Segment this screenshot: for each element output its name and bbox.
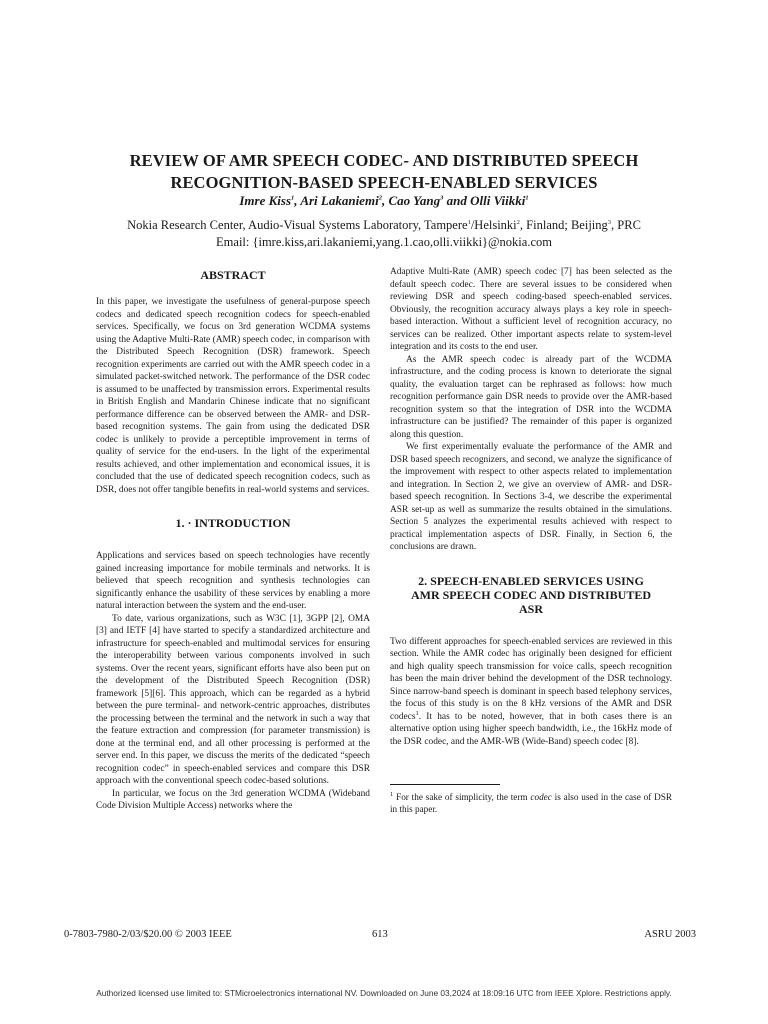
- author-separator: ,: [381, 193, 389, 208]
- abstract-text: In this paper, we investigate the usefulness of general-purpose speech codecs and dedicated speech recognition codecs for speech-enabled services. Specifically, we focus on 3rd generation WCDMA systems using the Adaptive Multi-Rate (AMR) speech codec, in comparison with the Distributed Speech Recognition (DSR) framework. Speech recognition experiments are carried out with the AMR speech codec in a simulated packet-switched network. The performance of the DSR codec is assumed to be unaffected by transmission errors. Experimental results in British English and Mandarin Chinese indicate that no significant performance difference can be observed between the AMR- and DSR-based recognition systems. The gain from using the dedicated DSR codec is unlikely to provide a perceptible improvement in terms of quality of service for the end-users. In the light of the experimental results achieved, and other implementation and economical issues, it is concluded that the use of dedicated speech recognition codecs, such as DSR, does not offer tangible benefits in real-world systems and services.: [96, 297, 370, 495]
- author-separator: ,: [294, 193, 301, 208]
- right-column: [390, 266, 672, 815]
- title-line-2: RECOGNITION-BASED SPEECH-ENABLED SERVICES: [170, 173, 598, 192]
- footnote-mark: 1: [415, 709, 419, 717]
- section-2-heading: [390, 574, 672, 616]
- author-list: [60, 193, 708, 209]
- footnote-divider: [390, 784, 500, 785]
- body-paragraph: As the AMR speech codec is already part of the WCDMA infrastructure, and the coding process is known to deteriorate the signal quality, the evaluation target can be rephrased as follows: how much recognition performance gain DSR needs to provide over the AMR-based recognition system so that the integration of DSR into the WCDMA infrastructure can be justified? The remainder of this paper is organized along this question.: [390, 354, 672, 440]
- paragraph-text: Two different approaches for speech-enabled services are reviewed in this section. While the AMR codec has originally been designed for efficient and high quality speech transmission for voice calls, speech recognition has been the main driver behind the development of the DSR technology. Since narrow-band speech is dominant in speech based telephony services, the focus of this study is on the 8 kHz versions of the AMR and DSR codecs: [390, 636, 672, 722]
- intro-paragraph: Applications and services based on speech technologies have recently gained increasing importance for mobile terminals and networks. It is believed that speech recognition and synthesis technologies can significantly enhance the usability of these services by enabling a more natural interaction between the system and the end-user.: [96, 551, 370, 611]
- footnote-text: is also used in the case of DSR in this paper.: [390, 792, 672, 814]
- heading-line: ASR: [518, 601, 543, 616]
- affiliation-text: , PRC: [611, 218, 641, 232]
- heading-line: AMR SPEECH CODEC AND DISTRIBUTED: [410, 587, 652, 602]
- affiliation-line: [60, 217, 708, 234]
- affiliation-mark: 1: [467, 218, 471, 226]
- intro-paragraph: In particular, we focus on the 3rd generation WCDMA (Wideband Code Division Multiple Access) networks where the: [96, 788, 370, 811]
- affiliation-mark: 2: [516, 218, 520, 226]
- left-column: [96, 268, 370, 813]
- affiliation-mark: 1: [291, 194, 295, 202]
- intro-paragraph: To date, various organizations, such as W3C [1], 3GPP [2], OMA [3] and IETF [4] have started to specify a standardized architecture and infrastructure for speech-enabled and multimodal services for ensuring the interoperability between various components involved in such systems. Over the recent years, significant efforts have also been put on the development of the Distributed Speech Recognition (DSR) framework [5][6]. This approach, which can be regarded as a hybrid between the pure terminal- and network-centric approaches, distributes the processing between the terminal and the network in such a way that the feature extraction and compression (for parameter transmission) is done at the terminal end, and all other processing is performed at the server end. In this paper, we discuss the merits of the dedicated “speech recognition codec” in speech-enabled services and compare this DSR approach with the conventional speech codec-based solutions.: [96, 613, 370, 786]
- author-name: Olli Viikki: [470, 193, 526, 208]
- affiliation-mark: 3: [607, 218, 612, 226]
- paper-title: [60, 150, 708, 194]
- body-paragraph: We first experimentally evaluate the performance of the AMR and DSR based speech recognizers, and second, we analyze the significance of the improvement with respect to other aspects related to implementation and integration. In Section 2, we give an overview of AMR- and DSR-based speech recognition. In Sections 3-4, we describe the experimental ASR set-up as well as summarize the results obtained in the simulations. Section 5 analyzes the experimental results achieved with respect to practical implementation aspects of DSR. Finally, in Section 6, the conclusions are drawn.: [390, 442, 672, 552]
- affiliation-text: /Helsinki: [470, 218, 517, 232]
- affiliation-block: [60, 217, 708, 251]
- section-1-heading: 1. · INTRODUCTION: [175, 516, 291, 530]
- footnote-emphasis: codec: [530, 792, 552, 802]
- footer-venue: ASRU 2003: [644, 929, 696, 940]
- author-separator: and: [443, 193, 471, 208]
- title-line-1: REVIEW OF AMR SPEECH CODEC- AND DISTRIBUTED SPEECH: [129, 151, 639, 170]
- section-2-paragraph: [390, 636, 672, 749]
- author-name: Imre Kiss: [239, 193, 292, 208]
- affiliation-mark: 1: [525, 194, 529, 202]
- abstract-heading: ABSTRACT: [200, 268, 266, 282]
- license-banner: Authorized licensed use limited to: STMicroelectronics international NV. Downloaded on June 03,2024 at 18:09:16 UTC from IEEE Xplore. Restrictions apply.: [96, 988, 672, 998]
- heading-line: 2. SPEECH-ENABLED SERVICES USING: [418, 573, 644, 588]
- author-name: Cao Yang: [388, 193, 441, 208]
- affiliation-text: , Finland; Beijing: [519, 218, 608, 232]
- affiliation-text: Nokia Research Center, Audio-Visual Systems Laboratory, Tampere: [127, 218, 468, 232]
- email-line: Email: {imre.kiss,ari.lakaniemi,yang.1.cao,olli.viikki}@nokia.com: [216, 235, 552, 249]
- page-number: 613: [372, 929, 388, 940]
- footnote: [390, 791, 672, 815]
- author-name: Ari Lakaniemi: [300, 193, 379, 208]
- footnote-text: For the sake of simplicity, the term: [393, 792, 531, 802]
- affiliation-mark: 2: [378, 194, 382, 202]
- footer-copyright: 0-7803-7980-2/03/$20.00 © 2003 IEEE: [64, 929, 232, 940]
- body-paragraph: Adaptive Multi-Rate (AMR) speech codec [7] has been selected as the default speech codec. There are several issues to be considered when reviewing DSR and speech coding-based speech-enabled services. Obviously, the recognition accuracy always plays a key role in speech-based interaction. Without a sufficient level of recognition accuracy, no services can be realized. Other important aspects relate to system-level integration and its costs to the end user.: [390, 267, 672, 352]
- paragraph-text: . It has to be noted, however, that in both cases there is an alternative option using higher speech bandwidth, i.e., the 16kHz mode of the DSR codec, and the AMR-WB (Wide-Band) speech codec [8].: [390, 711, 672, 747]
- affiliation-mark: 3: [440, 194, 444, 202]
- footnote-mark: 1: [390, 790, 394, 798]
